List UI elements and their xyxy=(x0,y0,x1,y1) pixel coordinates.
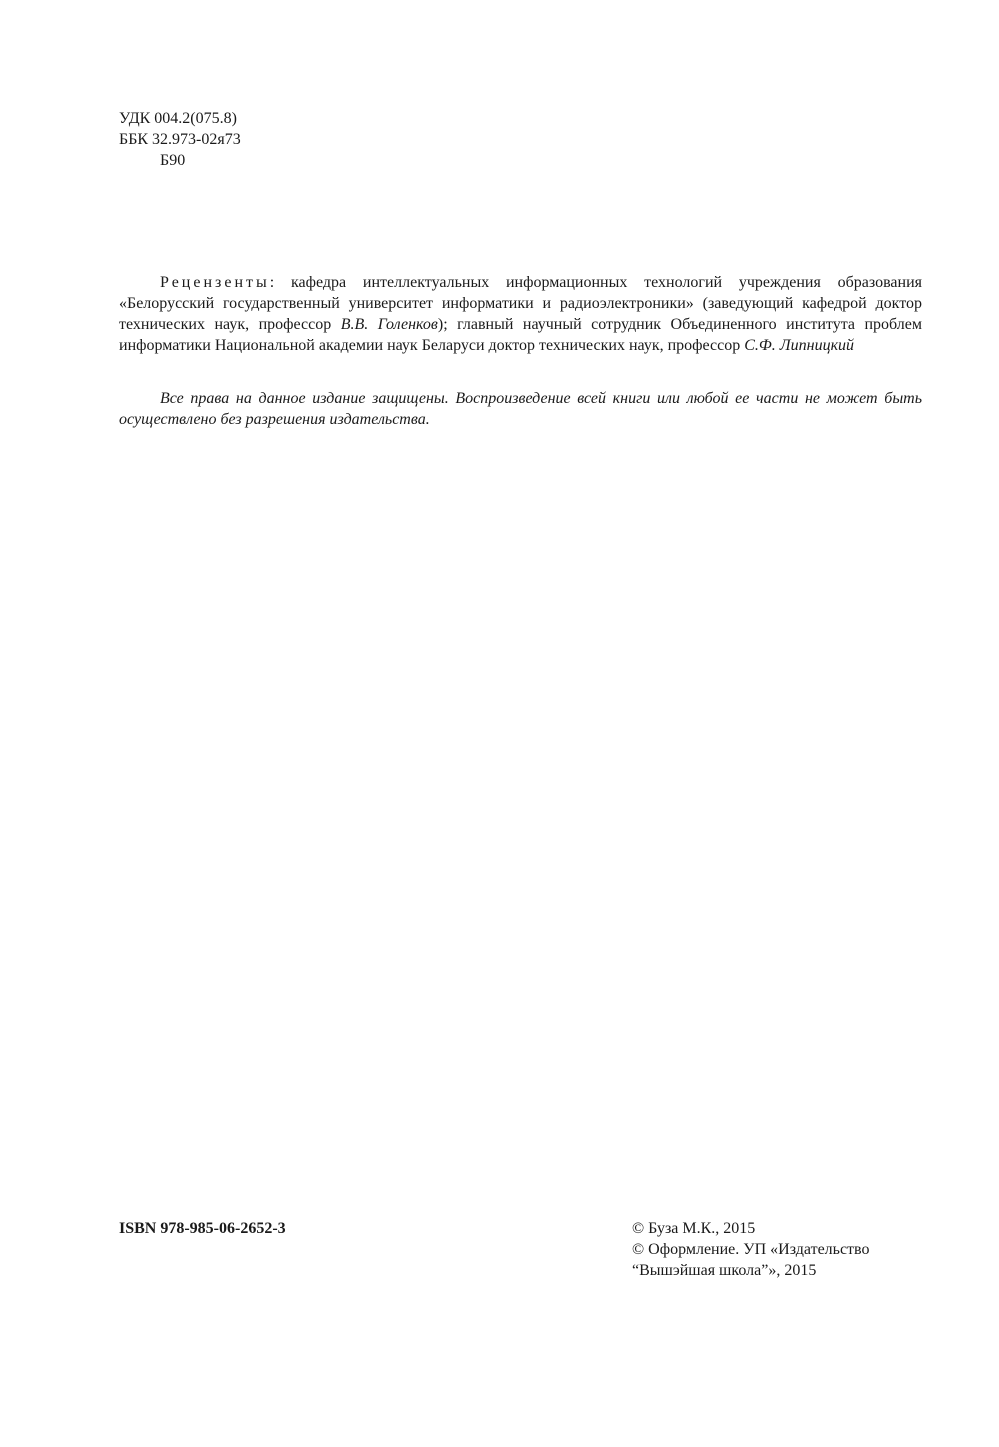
reviewers-heading: Рецензенты xyxy=(160,274,270,291)
reviewer-name-1: В.В. Голенков xyxy=(340,316,438,333)
reviewers-text-1: : кафедра интеллектуальных информационных технологий учреждения образования «Белорусский государственный университет информатики и радиоэлектроники» (заведующий кафедрой доктор технических наук, профессор xyxy=(119,274,922,333)
copyright-design: © Оформление. УП «Издательство xyxy=(632,1241,870,1258)
copyright-publisher: “Вышэйшая школа”», 2015 xyxy=(632,1262,817,1279)
rights-notice: Все права на данное издание защищены. Воспроизведение всей книги или любой ее части не может быть осуществлено без разрешения издательства. xyxy=(119,390,922,428)
classification-codes xyxy=(119,108,241,171)
copyright-author: © Буза М.К., 2015 xyxy=(632,1220,756,1237)
reviewers-paragraph xyxy=(119,272,922,356)
udk-code: УДК 004.2(075.8) xyxy=(119,110,237,127)
author-mark: Б90 xyxy=(160,152,186,169)
reviewer-name-2: С.Ф. Липницкий xyxy=(744,337,855,354)
bbk-code: ББК 32.973-02я73 xyxy=(119,131,241,148)
isbn: ISBN 978-985-06-2652-3 xyxy=(119,1220,286,1237)
copyright-block xyxy=(632,1218,869,1281)
reviewers-text-2: ); главный научный сотрудник Объединенного института проблем информатики Национальной академии наук Беларуси доктор технических наук, профессор xyxy=(119,316,923,354)
